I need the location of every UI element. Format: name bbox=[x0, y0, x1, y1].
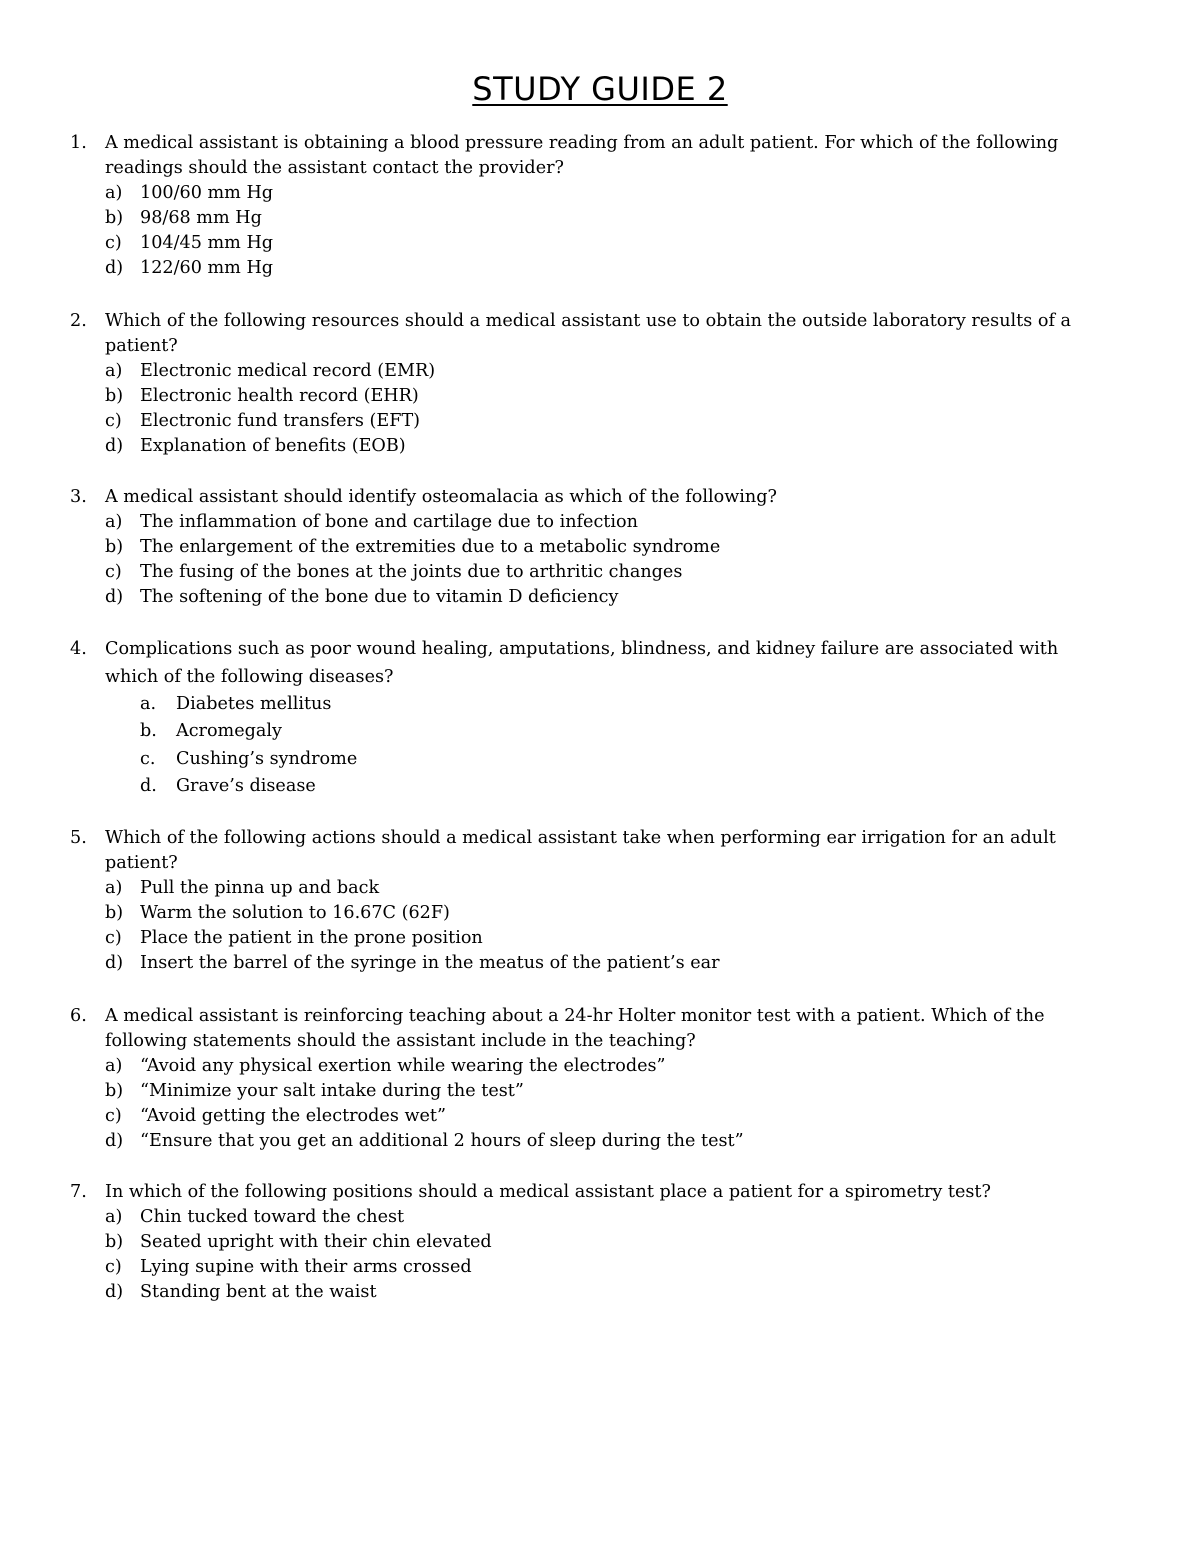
option-text: 122/60 mm Hg bbox=[140, 258, 274, 278]
option-text: Grave’s disease bbox=[176, 776, 316, 796]
option-label: c) bbox=[105, 411, 122, 431]
option-label: c) bbox=[105, 1257, 122, 1277]
option-label: b. bbox=[140, 721, 157, 741]
option-text: 98/68 mm Hg bbox=[140, 208, 262, 228]
option-label: a) bbox=[105, 1207, 123, 1227]
option-text: Cushing’s syndrome bbox=[176, 749, 358, 769]
option-text: Insert the barrel of the syringe in the meatus of the patient’s ear bbox=[140, 953, 720, 973]
option-label: d) bbox=[105, 436, 124, 456]
option-label: d) bbox=[105, 1131, 124, 1151]
option-text: Acromegaly bbox=[176, 721, 282, 741]
option-label: a) bbox=[105, 878, 123, 898]
question-number: 3. bbox=[70, 487, 87, 507]
option-label: d) bbox=[105, 587, 124, 607]
option-text: 104/45 mm Hg bbox=[140, 233, 274, 253]
option-label: b) bbox=[105, 903, 124, 923]
page-title: STUDY GUIDE 2 bbox=[472, 70, 728, 108]
question-number: 1. bbox=[70, 133, 87, 153]
option-label: b) bbox=[105, 208, 124, 228]
question-text-line: A medical assistant is obtaining a blood pressure reading from an adult patient. For which of the following bbox=[105, 133, 1059, 153]
option-text: Place the patient in the prone position bbox=[140, 928, 483, 948]
option-label: b) bbox=[105, 537, 124, 557]
option-text: “Avoid getting the electrodes wet” bbox=[140, 1106, 446, 1126]
option-label: a) bbox=[105, 512, 123, 532]
option-label: d) bbox=[105, 258, 124, 278]
question-text-line: Which of the following resources should a medical assistant use to obtain the outside laboratory results of a bbox=[105, 311, 1072, 331]
question-text-line: readings should the assistant contact the provider? bbox=[105, 158, 564, 178]
option-text: Diabetes mellitus bbox=[176, 694, 332, 714]
option-label: a) bbox=[105, 1056, 123, 1076]
question-number: 5. bbox=[70, 828, 87, 848]
option-text: Pull the pinna up and back bbox=[140, 878, 380, 898]
option-text: Chin tucked toward the chest bbox=[140, 1207, 405, 1227]
option-label: c) bbox=[105, 928, 122, 948]
question-text-line: patient? bbox=[105, 336, 178, 356]
option-text: Standing bent at the waist bbox=[140, 1282, 377, 1302]
option-label: c) bbox=[105, 562, 122, 582]
question-text-line: In which of the following positions should a medical assistant place a patient for a spirometry test? bbox=[105, 1182, 991, 1202]
option-text: 100/60 mm Hg bbox=[140, 183, 274, 203]
option-text: The inflammation of bone and cartilage due to infection bbox=[140, 512, 638, 532]
question-text-line: A medical assistant should identify osteomalacia as which of the following? bbox=[105, 487, 777, 507]
option-text: The enlargement of the extremities due to a metabolic syndrome bbox=[140, 537, 721, 557]
option-label: b) bbox=[105, 1232, 124, 1252]
option-text: The fusing of the bones at the joints due to arthritic changes bbox=[140, 562, 683, 582]
option-label: c) bbox=[105, 1106, 122, 1126]
option-label: a. bbox=[140, 694, 157, 714]
option-text: Lying supine with their arms crossed bbox=[140, 1257, 472, 1277]
option-label: b) bbox=[105, 386, 124, 406]
option-label: a) bbox=[105, 183, 123, 203]
question-number: 7. bbox=[70, 1182, 87, 1202]
option-label: d) bbox=[105, 1282, 124, 1302]
option-text: “Minimize your salt intake during the test” bbox=[140, 1081, 524, 1101]
option-text: Seated upright with their chin elevated bbox=[140, 1232, 492, 1252]
question-text-line: A medical assistant is reinforcing teaching about a 24-hr Holter monitor test with a patient. Which of the bbox=[105, 1006, 1045, 1026]
option-text: “Ensure that you get an additional 2 hours of sleep during the test” bbox=[140, 1131, 744, 1151]
option-label: a) bbox=[105, 361, 123, 381]
option-label: c. bbox=[140, 749, 156, 769]
option-label: b) bbox=[105, 1081, 124, 1101]
option-text: Warm the solution to 16.67C (62F) bbox=[140, 903, 450, 923]
option-label: d. bbox=[140, 776, 157, 796]
question-number: 6. bbox=[70, 1006, 87, 1026]
question-text-line: Complications such as poor wound healing, amputations, blindness, and kidney failure are associated with bbox=[105, 639, 1059, 659]
question-text-line: following statements should the assistant include in the teaching? bbox=[105, 1031, 696, 1051]
option-label: d) bbox=[105, 953, 124, 973]
option-text: The softening of the bone due to vitamin D deficiency bbox=[140, 587, 619, 607]
question-text-line: patient? bbox=[105, 853, 178, 873]
option-text: Electronic health record (EHR) bbox=[140, 386, 419, 406]
question-text-line: Which of the following actions should a medical assistant take when performing ear irrigation for an adult bbox=[105, 828, 1056, 848]
option-text: Explanation of benefits (EOB) bbox=[140, 436, 406, 456]
question-number: 2. bbox=[70, 311, 87, 331]
question-text-line: which of the following diseases? bbox=[105, 667, 394, 687]
question-number: 4. bbox=[70, 639, 87, 659]
option-text: Electronic fund transfers (EFT) bbox=[140, 411, 421, 431]
option-text: “Avoid any physical exertion while wearing the electrodes” bbox=[140, 1056, 666, 1076]
option-text: Electronic medical record (EMR) bbox=[140, 361, 436, 381]
option-label: c) bbox=[105, 233, 122, 253]
